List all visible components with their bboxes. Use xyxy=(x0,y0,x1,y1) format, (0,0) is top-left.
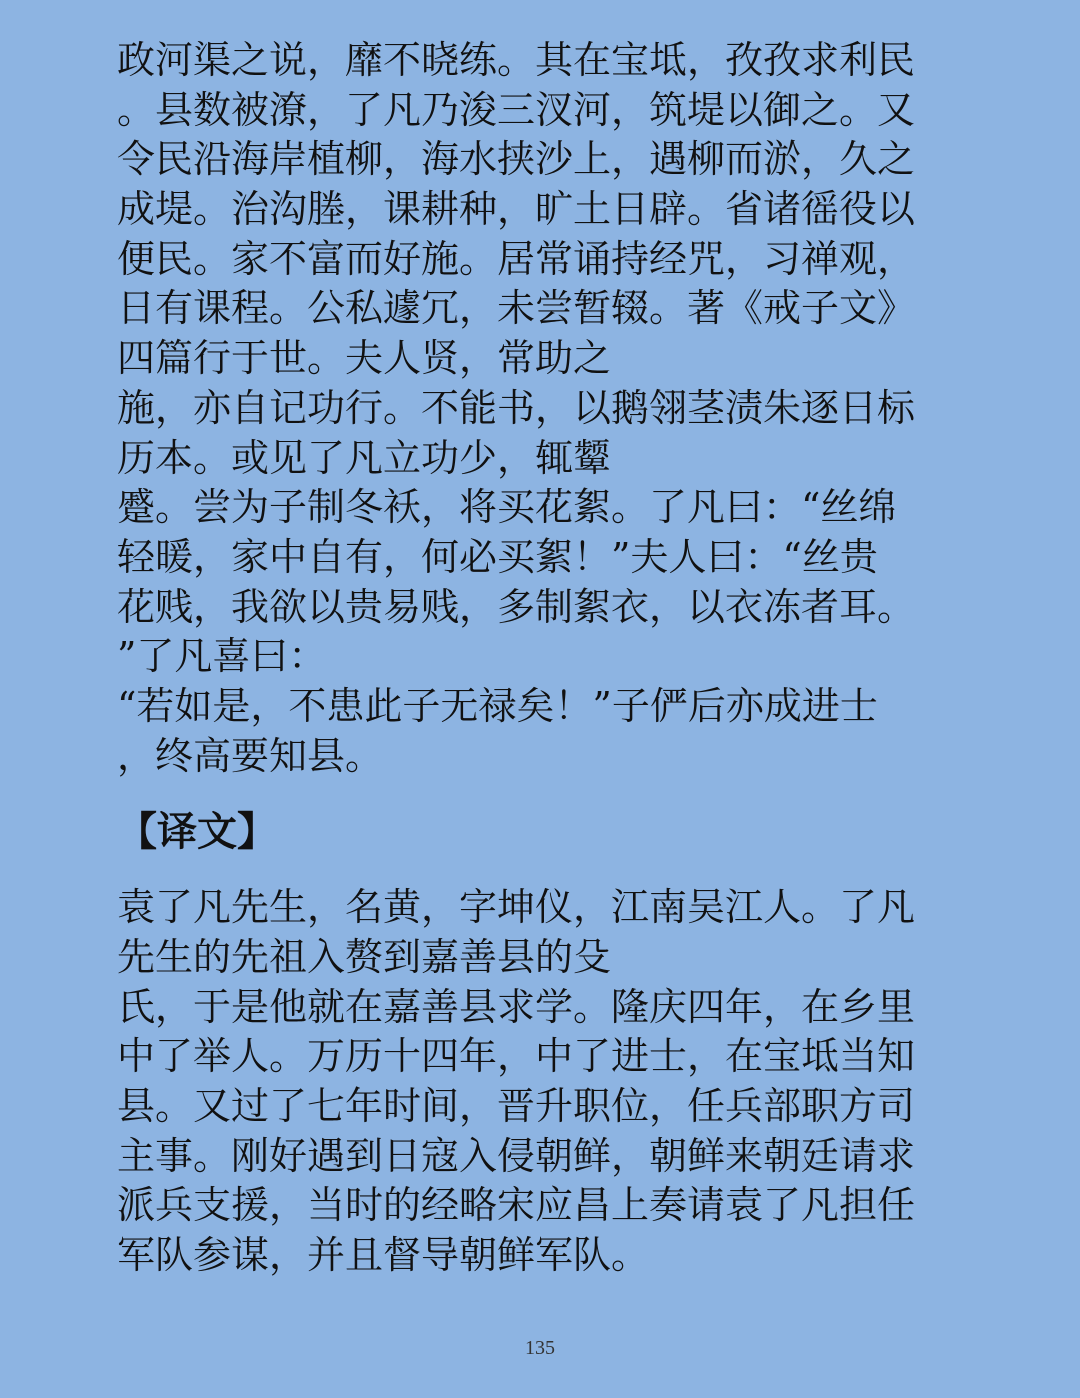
page-number: 135 xyxy=(525,1337,555,1359)
text-line: 氏，于是他就在嘉善县求学。隆庆四年，在乡里 xyxy=(117,984,916,1029)
text-line: 袁了凡先生，名黄，字坤仪，江南吴江人。了凡 xyxy=(117,885,916,930)
text-line: 中了举人。万历十四年，中了进士，在宝坻当知 xyxy=(117,1034,916,1079)
text-line: ”了凡喜曰： xyxy=(117,634,327,679)
text-line: ，终高要知县。 xyxy=(117,733,384,778)
text-line: 历本。或见了凡立功少，辄颦 xyxy=(117,435,612,480)
text-line: 日有课程。公私遽冗，未尝暂辍。著《戒子文》 xyxy=(117,286,916,331)
translation-heading: 【译文】 xyxy=(117,809,277,856)
text-line: 蹙。尝为子制冬袄，将买花絮。了凡曰：“丝绵 xyxy=(117,485,897,530)
text-line: 主事。刚好遇到日寇入侵朝鲜，朝鲜来朝廷请求 xyxy=(117,1133,916,1178)
text-line: 轻暖，家中自有，何必买絮！”夫人曰：“丝贵 xyxy=(117,534,878,579)
text-line: 军队参谋，并且督导朝鲜军队。 xyxy=(117,1233,650,1278)
original-text-block xyxy=(117,36,957,781)
text-line: “若如是，不患此子无禄矣！”子俨后亦成进士 xyxy=(117,683,878,728)
text-line: 令民沿海岸植柳，海水挟沙上，遇柳而淤，久之 xyxy=(117,137,916,182)
text-line: 派兵支援，当时的经略宋应昌上奏请袁了凡担任 xyxy=(117,1183,916,1228)
document-page xyxy=(117,36,957,1281)
text-line: 成堤。治沟塍，课耕种，旷土日辟。省诸徭役以 xyxy=(117,187,916,232)
translation-text-block xyxy=(117,883,957,1281)
text-line: 四篇行于世。夫人贤，常助之 xyxy=(117,336,612,381)
text-line: 政河渠之说，靡不晓练。其在宝坻，孜孜求利民 xyxy=(117,38,916,82)
text-line: 先生的先祖入赘到嘉善县的殳 xyxy=(117,935,612,979)
text-line: 便民。家不富而好施。居常诵持经咒，习禅观， xyxy=(117,236,916,281)
text-line: 县。又过了七年时间，晋升职位，任兵部职方司 xyxy=(117,1084,916,1129)
text-line: 。县数被潦，了凡乃浚三汊河，筑堤以御之。又 xyxy=(117,87,916,132)
text-line: 施，亦自记功行。不能书，以鹅翎茎渍朱逐日标 xyxy=(117,385,916,430)
text-line: 花贱，我欲以贵易贱，多制絮衣，以衣冻者耳。 xyxy=(117,584,916,629)
